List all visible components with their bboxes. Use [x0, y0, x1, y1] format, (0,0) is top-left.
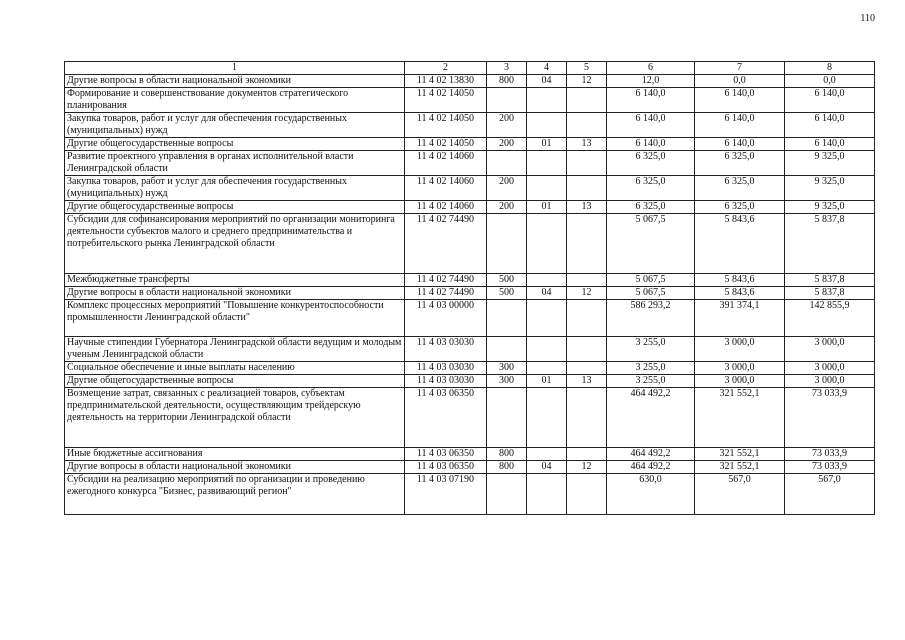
- row-col4-cell: 01: [527, 138, 567, 151]
- row-col8-value: 73 033,9: [785, 388, 875, 448]
- row-col3-cell: [487, 88, 527, 113]
- row-col8-value: 6 140,0: [785, 88, 875, 113]
- budget-table: [64, 61, 875, 515]
- row-col5-cell: 12: [567, 287, 607, 300]
- row-col3-cell: [487, 388, 527, 448]
- row-col7-value: 6 140,0: [695, 138, 785, 151]
- row-col8-value: 0,0: [785, 75, 875, 88]
- row-col3-cell: 200: [487, 201, 527, 214]
- row-code-cell: 11 4 03 03030: [405, 337, 487, 362]
- row-col3-cell: 200: [487, 138, 527, 151]
- row-col5-cell: [567, 214, 607, 274]
- row-name-cell: Развитие проектного управления в органах исполнительной власти Ленинградской области: [65, 151, 405, 176]
- row-code-cell: 11 4 02 74490: [405, 214, 487, 274]
- row-col8-value: 5 837,8: [785, 214, 875, 274]
- row-col3-cell: [487, 474, 527, 515]
- page-number: 110: [860, 13, 875, 24]
- row-name-cell: Иные бюджетные ассигнования: [65, 448, 405, 461]
- row-col3-cell: [487, 214, 527, 274]
- row-col4-cell: 01: [527, 201, 567, 214]
- table-row: [65, 274, 875, 287]
- row-col7-value: 6 140,0: [695, 113, 785, 138]
- row-col4-cell: [527, 88, 567, 113]
- table-row: [65, 138, 875, 151]
- header-col-2: 2: [405, 62, 487, 75]
- table-row: [65, 176, 875, 201]
- table-body: [65, 75, 875, 515]
- table-row: [65, 113, 875, 138]
- row-col7-value: 5 843,6: [695, 287, 785, 300]
- table-row: [65, 287, 875, 300]
- row-name-cell: Другие вопросы в области национальной экономики: [65, 461, 405, 474]
- header-col-3: 3: [487, 62, 527, 75]
- row-col5-cell: [567, 176, 607, 201]
- row-col6-value: 464 492,2: [607, 388, 695, 448]
- row-col5-cell: [567, 362, 607, 375]
- row-col4-cell: [527, 214, 567, 274]
- row-col3-cell: 800: [487, 448, 527, 461]
- row-code-cell: 11 4 02 74490: [405, 274, 487, 287]
- table-row: [65, 461, 875, 474]
- row-col5-cell: [567, 300, 607, 337]
- row-col3-cell: 200: [487, 176, 527, 201]
- row-col5-cell: [567, 88, 607, 113]
- row-col7-value: 5 843,6: [695, 274, 785, 287]
- row-col7-value: 5 843,6: [695, 214, 785, 274]
- row-code-cell: 11 4 03 03030: [405, 375, 487, 388]
- row-col4-cell: [527, 113, 567, 138]
- row-col5-cell: 13: [567, 375, 607, 388]
- row-col6-value: 3 255,0: [607, 337, 695, 362]
- row-col3-cell: [487, 300, 527, 337]
- header-row: [65, 62, 875, 75]
- row-code-cell: 11 4 02 14060: [405, 176, 487, 201]
- row-col3-cell: 800: [487, 461, 527, 474]
- row-col6-value: 630,0: [607, 474, 695, 515]
- row-col3-cell: 300: [487, 375, 527, 388]
- row-col6-value: 6 140,0: [607, 138, 695, 151]
- row-col5-cell: [567, 448, 607, 461]
- row-code-cell: 11 4 03 07190: [405, 474, 487, 515]
- row-col4-cell: [527, 362, 567, 375]
- table-row: [65, 214, 875, 274]
- row-col6-value: 3 255,0: [607, 375, 695, 388]
- header-col-5: 5: [567, 62, 607, 75]
- row-col8-value: 142 855,9: [785, 300, 875, 337]
- row-name-cell: Комплекс процессных мероприятий "Повышение конкурентоспособности промышленности Ленинградской области": [65, 300, 405, 337]
- row-name-cell: Субсидии на реализацию мероприятий по организации и проведению ежегодного конкурса "Бизнес, развивающий регион": [65, 474, 405, 515]
- row-name-cell: Другие общегосударственные вопросы: [65, 375, 405, 388]
- row-col7-value: 3 000,0: [695, 375, 785, 388]
- table-row: [65, 362, 875, 375]
- header-col-7: 7: [695, 62, 785, 75]
- row-col4-cell: 04: [527, 287, 567, 300]
- row-code-cell: 11 4 02 13830: [405, 75, 487, 88]
- row-col4-cell: 01: [527, 375, 567, 388]
- row-code-cell: 11 4 03 00000: [405, 300, 487, 337]
- row-col5-cell: 13: [567, 201, 607, 214]
- row-col7-value: 321 552,1: [695, 388, 785, 448]
- row-col7-value: 6 325,0: [695, 201, 785, 214]
- row-name-cell: Другие вопросы в области национальной экономики: [65, 75, 405, 88]
- row-col4-cell: [527, 274, 567, 287]
- row-col8-value: 3 000,0: [785, 375, 875, 388]
- row-col3-cell: 200: [487, 113, 527, 138]
- row-col7-value: 321 552,1: [695, 461, 785, 474]
- row-col4-cell: [527, 337, 567, 362]
- row-col8-value: 567,0: [785, 474, 875, 515]
- row-col8-value: 3 000,0: [785, 337, 875, 362]
- row-col8-value: 73 033,9: [785, 461, 875, 474]
- row-name-cell: Другие вопросы в области национальной экономики: [65, 287, 405, 300]
- row-code-cell: 11 4 03 06350: [405, 461, 487, 474]
- row-name-cell: Социальное обеспечение и иные выплаты населению: [65, 362, 405, 375]
- header-col-1: 1: [65, 62, 405, 75]
- row-col5-cell: [567, 474, 607, 515]
- row-col5-cell: 13: [567, 138, 607, 151]
- row-col3-cell: 500: [487, 287, 527, 300]
- row-col7-value: 6 140,0: [695, 88, 785, 113]
- row-col5-cell: [567, 113, 607, 138]
- row-name-cell: Закупка товаров, работ и услуг для обеспечения государственных (муниципальных) нужд: [65, 113, 405, 138]
- row-code-cell: 11 4 03 06350: [405, 448, 487, 461]
- row-col5-cell: [567, 274, 607, 287]
- row-col8-value: 3 000,0: [785, 362, 875, 375]
- row-col6-value: 464 492,2: [607, 448, 695, 461]
- table-row: [65, 300, 875, 337]
- header-col-6: 6: [607, 62, 695, 75]
- row-col7-value: 0,0: [695, 75, 785, 88]
- table-row: [65, 375, 875, 388]
- header-col-4: 4: [527, 62, 567, 75]
- row-col4-cell: [527, 300, 567, 337]
- table-row: [65, 201, 875, 214]
- row-col7-value: 3 000,0: [695, 362, 785, 375]
- row-col4-cell: [527, 151, 567, 176]
- row-col6-value: 6 325,0: [607, 201, 695, 214]
- row-col7-value: 321 552,1: [695, 448, 785, 461]
- row-code-cell: 11 4 02 14050: [405, 88, 487, 113]
- table-row: [65, 88, 875, 113]
- row-col6-value: 5 067,5: [607, 214, 695, 274]
- row-name-cell: Субсидии для софинансирования мероприятий по организации мониторинга деятельности субъектов малого и среднего предпринимательства и потребительского рынка Ленинградской области: [65, 214, 405, 274]
- row-col5-cell: 12: [567, 461, 607, 474]
- table-row: [65, 337, 875, 362]
- row-col5-cell: [567, 388, 607, 448]
- row-code-cell: 11 4 02 14060: [405, 151, 487, 176]
- row-col7-value: 6 325,0: [695, 176, 785, 201]
- table-row: [65, 388, 875, 448]
- row-col8-value: 6 140,0: [785, 138, 875, 151]
- row-col7-value: 567,0: [695, 474, 785, 515]
- row-col8-value: 6 140,0: [785, 113, 875, 138]
- row-col4-cell: 04: [527, 75, 567, 88]
- row-col5-cell: 12: [567, 75, 607, 88]
- row-col6-value: 3 255,0: [607, 362, 695, 375]
- table-row: [65, 151, 875, 176]
- row-col8-value: 9 325,0: [785, 201, 875, 214]
- row-col4-cell: [527, 474, 567, 515]
- row-col8-value: 9 325,0: [785, 176, 875, 201]
- row-col4-cell: [527, 176, 567, 201]
- row-col5-cell: [567, 151, 607, 176]
- table-row: [65, 448, 875, 461]
- header-col-8: 8: [785, 62, 875, 75]
- row-col8-value: 5 837,8: [785, 287, 875, 300]
- row-col4-cell: [527, 388, 567, 448]
- row-col7-value: 3 000,0: [695, 337, 785, 362]
- row-col6-value: 6 325,0: [607, 151, 695, 176]
- row-code-cell: 11 4 02 14050: [405, 138, 487, 151]
- row-col6-value: 6 140,0: [607, 88, 695, 113]
- row-name-cell: Научные стипендии Губернатора Ленинградской области ведущим и молодым ученым Ленинградской области: [65, 337, 405, 362]
- row-col4-cell: 04: [527, 461, 567, 474]
- row-name-cell: Возмещение затрат, связанных с реализацией товаров, субъектам предпринимательской деятельности, осуществляющим трейдерскую деятельность на территории Ленинградской области: [65, 388, 405, 448]
- row-col6-value: 5 067,5: [607, 287, 695, 300]
- row-col6-value: 586 293,2: [607, 300, 695, 337]
- row-col3-cell: 300: [487, 362, 527, 375]
- row-code-cell: 11 4 03 03030: [405, 362, 487, 375]
- row-col8-value: 73 033,9: [785, 448, 875, 461]
- row-col6-value: 464 492,2: [607, 461, 695, 474]
- row-col6-value: 12,0: [607, 75, 695, 88]
- row-col8-value: 5 837,8: [785, 274, 875, 287]
- row-col6-value: 5 067,5: [607, 274, 695, 287]
- row-col3-cell: 800: [487, 75, 527, 88]
- row-col3-cell: 500: [487, 274, 527, 287]
- row-col8-value: 9 325,0: [785, 151, 875, 176]
- table-row: [65, 474, 875, 515]
- row-name-cell: Межбюджетные трансферты: [65, 274, 405, 287]
- table-row: [65, 75, 875, 88]
- row-col6-value: 6 140,0: [607, 113, 695, 138]
- row-code-cell: 11 4 02 14050: [405, 113, 487, 138]
- row-col6-value: 6 325,0: [607, 176, 695, 201]
- row-col7-value: 6 325,0: [695, 151, 785, 176]
- row-col7-value: 391 374,1: [695, 300, 785, 337]
- row-name-cell: Другие общегосударственные вопросы: [65, 201, 405, 214]
- row-code-cell: 11 4 02 74490: [405, 287, 487, 300]
- row-col5-cell: [567, 337, 607, 362]
- row-name-cell: Формирование и совершенствование документов стратегического планирования: [65, 88, 405, 113]
- row-name-cell: Другие общегосударственные вопросы: [65, 138, 405, 151]
- row-col3-cell: [487, 337, 527, 362]
- row-col4-cell: [527, 448, 567, 461]
- row-name-cell: Закупка товаров, работ и услуг для обеспечения государственных (муниципальных) нужд: [65, 176, 405, 201]
- row-code-cell: 11 4 02 14060: [405, 201, 487, 214]
- row-code-cell: 11 4 03 06350: [405, 388, 487, 448]
- row-col3-cell: [487, 151, 527, 176]
